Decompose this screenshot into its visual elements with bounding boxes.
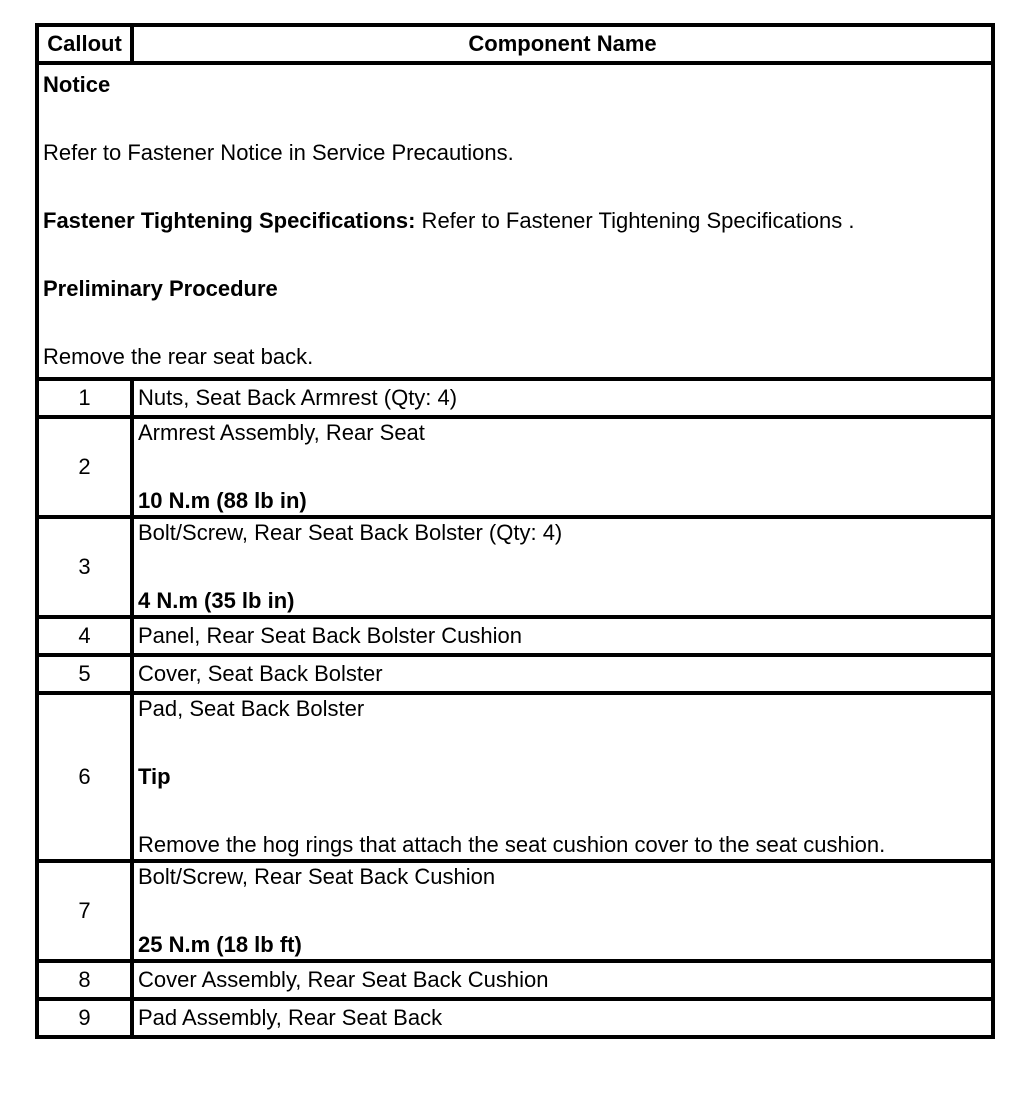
component-name: Bolt/Screw, Rear Seat Back Cushion: [138, 864, 496, 889]
notice-row: [37, 63, 993, 379]
component-name: Panel, Rear Seat Back Bolster Cushion: [132, 617, 993, 655]
notice-text: Refer to Fastener Notice in Service Precautions.: [43, 140, 514, 165]
component-name: Nuts, Seat Back Armrest (Qty: 4): [132, 379, 993, 417]
component-name: Cover, Seat Back Bolster: [132, 655, 993, 693]
component-cell: [132, 693, 993, 861]
tip-text: Remove the hog rings that attach the seat cushion cover to the seat cushion.: [138, 832, 886, 857]
fastener-spec-line: [43, 207, 987, 235]
component-cell: [132, 417, 993, 517]
callout-cell: 2: [37, 417, 132, 517]
table-row: [37, 379, 993, 417]
table-row: [37, 861, 993, 961]
component-name: Cover Assembly, Rear Seat Back Cushion: [132, 961, 993, 999]
callout-cell: 6: [37, 693, 132, 861]
notice-cell: [37, 63, 993, 379]
component-table: [35, 23, 995, 1039]
component-name: Bolt/Screw, Rear Seat Back Bolster (Qty: 4): [138, 520, 563, 545]
component-cell: [132, 517, 993, 617]
header-row: [37, 25, 993, 63]
component-name: Armrest Assembly, Rear Seat: [138, 420, 425, 445]
callout-header: Callout: [37, 25, 132, 63]
component-name: Pad Assembly, Rear Seat Back: [132, 999, 993, 1037]
notice-title: Notice: [43, 72, 111, 97]
callout-cell: 1: [37, 379, 132, 417]
table-row: [37, 655, 993, 693]
callout-cell: 4: [37, 617, 132, 655]
table-row: [37, 961, 993, 999]
callout-cell: 5: [37, 655, 132, 693]
preliminary-title: Preliminary Procedure: [43, 276, 278, 301]
callout-cell: 7: [37, 861, 132, 961]
callout-cell: 8: [37, 961, 132, 999]
table-row: [37, 517, 993, 617]
tip-title: Tip: [138, 764, 171, 789]
callout-cell: 3: [37, 517, 132, 617]
torque-spec: 25 N.m (18 lb ft): [138, 932, 302, 957]
torque-spec: 10 N.m (88 lb in): [138, 488, 307, 513]
table-row: [37, 999, 993, 1037]
table-row: [37, 693, 993, 861]
component-name-header: Component Name: [132, 25, 993, 63]
component-cell: [132, 861, 993, 961]
preliminary-text: Remove the rear seat back.: [43, 344, 314, 369]
fastener-spec-label: Fastener Tightening Specifications:: [43, 208, 416, 233]
table-row: [37, 417, 993, 517]
callout-cell: 9: [37, 999, 132, 1037]
fastener-spec-text: Refer to Fastener Tightening Specifications .: [415, 208, 855, 233]
torque-spec: 4 N.m (35 lb in): [138, 588, 295, 613]
table-row: [37, 617, 993, 655]
component-name: Pad, Seat Back Bolster: [138, 696, 365, 721]
